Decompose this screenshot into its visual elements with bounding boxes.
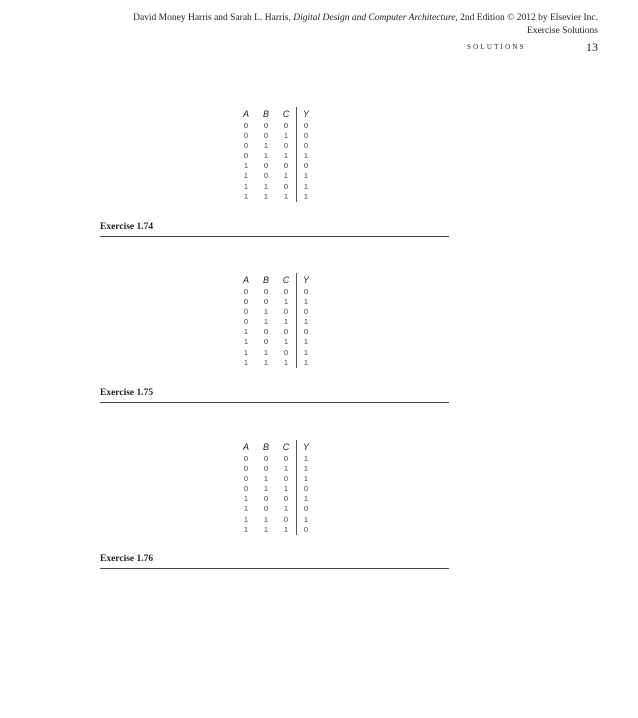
- table-row: [236, 464, 315, 474]
- table-row: [236, 297, 315, 307]
- table-cell: 0: [283, 494, 289, 504]
- table-row: [236, 337, 315, 347]
- table-cell: 0: [243, 151, 249, 161]
- table-cell: 1: [243, 191, 249, 201]
- table-cell: 0: [263, 464, 269, 474]
- table-row: [236, 131, 315, 141]
- table-cell: 1: [263, 307, 269, 317]
- table-cell: 0: [283, 327, 289, 337]
- table-cell: 0: [243, 121, 249, 130]
- table-cell: 1: [243, 171, 249, 181]
- table-cell: 1: [263, 181, 269, 191]
- table-cell: 1: [283, 484, 289, 494]
- header-cell: A: [242, 109, 249, 119]
- table-cell: 0: [263, 504, 269, 514]
- header-cell: C: [282, 275, 290, 285]
- table-row: [236, 474, 315, 484]
- truth-table-2: [236, 273, 315, 368]
- table-row: [236, 307, 315, 317]
- header-cell: A: [242, 442, 249, 452]
- table-row: [236, 192, 315, 202]
- table-cell: 1: [297, 348, 316, 358]
- table-cell: 1: [283, 131, 289, 141]
- table-cell: 0: [263, 161, 269, 171]
- table-cell: 0: [283, 287, 289, 296]
- table-cell: 0: [263, 297, 269, 307]
- table-cell: 0: [243, 454, 249, 463]
- header-cell: A: [242, 275, 249, 285]
- table-cell: 0: [243, 131, 249, 141]
- header-cell: Y: [297, 440, 316, 454]
- table-row: [236, 358, 315, 368]
- table-cell: 0: [283, 307, 289, 317]
- table-cell: 0: [243, 464, 249, 474]
- table-row: [236, 171, 315, 181]
- table-cell: 1: [263, 347, 269, 357]
- table-cell: 0: [243, 297, 249, 307]
- table-row: [236, 348, 315, 358]
- table-cell: 1: [243, 327, 249, 337]
- table-cell: 1: [243, 181, 249, 191]
- table-cell: 1: [263, 317, 269, 327]
- table-cell: 1: [283, 524, 289, 534]
- table-cell: 1: [283, 357, 289, 367]
- table-cell: 0: [243, 287, 249, 296]
- table-cell: 1: [297, 192, 316, 202]
- table-row: [236, 317, 315, 327]
- table-cell: 1: [243, 524, 249, 534]
- header-cell: C: [282, 442, 290, 452]
- table-cell: 1: [297, 317, 316, 327]
- table-cell: 0: [283, 181, 289, 191]
- table-cell: 1: [297, 515, 316, 525]
- table-cell: 1: [297, 474, 316, 484]
- table-cell: 0: [283, 474, 289, 484]
- table-cell: 0: [297, 504, 316, 514]
- table-cell: 0: [283, 161, 289, 171]
- table-cell: 1: [263, 141, 269, 151]
- table-cell: 0: [263, 494, 269, 504]
- table-cell: 1: [263, 191, 269, 201]
- table-row: [236, 484, 315, 494]
- table-cell: 1: [283, 317, 289, 327]
- table-cell: 0: [283, 121, 289, 130]
- table-cell: 1: [243, 504, 249, 514]
- table-cell: 1: [297, 182, 316, 192]
- table-cell: 1: [243, 357, 249, 367]
- table-cell: 1: [243, 494, 249, 504]
- truth-table-1: [236, 107, 315, 202]
- exercise-title: Exercise 1.76: [100, 554, 154, 564]
- table-cell: 1: [263, 524, 269, 534]
- table-cell: 1: [297, 151, 316, 161]
- table-cell: 0: [263, 287, 269, 296]
- table-cell: 0: [297, 525, 316, 535]
- table-row: [236, 161, 315, 171]
- table-row: [236, 327, 315, 337]
- table-cell: 1: [297, 337, 316, 347]
- table-row: [236, 515, 315, 525]
- header-book-title: Digital Design and Computer Architecture,: [293, 13, 458, 23]
- truth-table-3: [236, 440, 315, 535]
- header-cell: Y: [297, 273, 316, 287]
- table-cell: 1: [283, 191, 289, 201]
- header-citation: [133, 12, 598, 25]
- table-cell: 1: [297, 494, 316, 504]
- table-cell: 1: [283, 171, 289, 181]
- table-cell: 0: [283, 454, 289, 463]
- header-subtitle: Exercise Solutions: [527, 26, 598, 36]
- table-row: [236, 494, 315, 504]
- table-cell: 1: [263, 474, 269, 484]
- table-cell: 1: [243, 347, 249, 357]
- page-header: [133, 12, 598, 38]
- table-cell: 1: [297, 171, 316, 181]
- table-cell: 0: [283, 141, 289, 151]
- table-cell: 1: [283, 464, 289, 474]
- table-cell: 1: [243, 337, 249, 347]
- table-cell: 0: [263, 327, 269, 337]
- table-cell: 1: [283, 151, 289, 161]
- table-cell: 0: [243, 307, 249, 317]
- table-cell: 1: [297, 358, 316, 368]
- table-cell: 0: [283, 347, 289, 357]
- table-row: [236, 454, 315, 464]
- table-row: [236, 182, 315, 192]
- page-number: 13: [586, 40, 598, 54]
- table-cell: 1: [263, 151, 269, 161]
- table-cell: 0: [263, 454, 269, 463]
- table-cell: 0: [297, 161, 316, 171]
- table-cell: 0: [297, 131, 316, 141]
- table-cell: 0: [297, 141, 316, 151]
- table-cell: 1: [297, 454, 316, 464]
- table-cell: 1: [243, 161, 249, 171]
- table-cell: 1: [263, 514, 269, 524]
- table-cell: 0: [243, 317, 249, 327]
- exercise-heading-1: [100, 222, 449, 237]
- table-cell: 0: [263, 337, 269, 347]
- header-edition: 2nd Edition © 2012 by Elsevier Inc.: [457, 13, 598, 23]
- table-cell: 0: [297, 307, 316, 317]
- exercise-heading-2: [100, 388, 449, 403]
- table-cell: 1: [263, 357, 269, 367]
- table-cell: 1: [243, 514, 249, 524]
- table-cell: 1: [283, 504, 289, 514]
- table-cell: 0: [297, 121, 316, 131]
- table-cell: 1: [297, 464, 316, 474]
- exercise-title: Exercise 1.75: [100, 388, 154, 398]
- table-cell: 1: [263, 484, 269, 494]
- table-cell: 0: [297, 287, 316, 297]
- table-cell: 0: [263, 121, 269, 130]
- table-cell: 0: [263, 131, 269, 141]
- header-cell: B: [262, 109, 269, 119]
- table-cell: 1: [297, 297, 316, 307]
- exercise-heading-3: [100, 554, 449, 569]
- header-cell: B: [262, 442, 269, 452]
- table-cell: 0: [297, 327, 316, 337]
- table-cell: 0: [297, 484, 316, 494]
- table-cell: 1: [283, 297, 289, 307]
- table-row: [236, 141, 315, 151]
- table-row: [236, 121, 315, 131]
- header-cell: Y: [297, 107, 316, 121]
- header-authors: David Money Harris and Sarah L. Harris,: [133, 13, 294, 23]
- header-cell: C: [282, 109, 290, 119]
- table-row: [236, 287, 315, 297]
- header-cell: B: [262, 275, 269, 285]
- table-cell: 0: [243, 141, 249, 151]
- table-cell: 0: [263, 171, 269, 181]
- table-row: [236, 504, 315, 514]
- table-cell: 0: [283, 514, 289, 524]
- table-cell: 0: [243, 474, 249, 484]
- table-cell: 1: [283, 337, 289, 347]
- exercise-title: Exercise 1.74: [100, 222, 154, 232]
- table-row: [236, 151, 315, 161]
- table-cell: 0: [243, 484, 249, 494]
- running-head: SOLUTIONS: [467, 43, 526, 51]
- table-row: [236, 525, 315, 535]
